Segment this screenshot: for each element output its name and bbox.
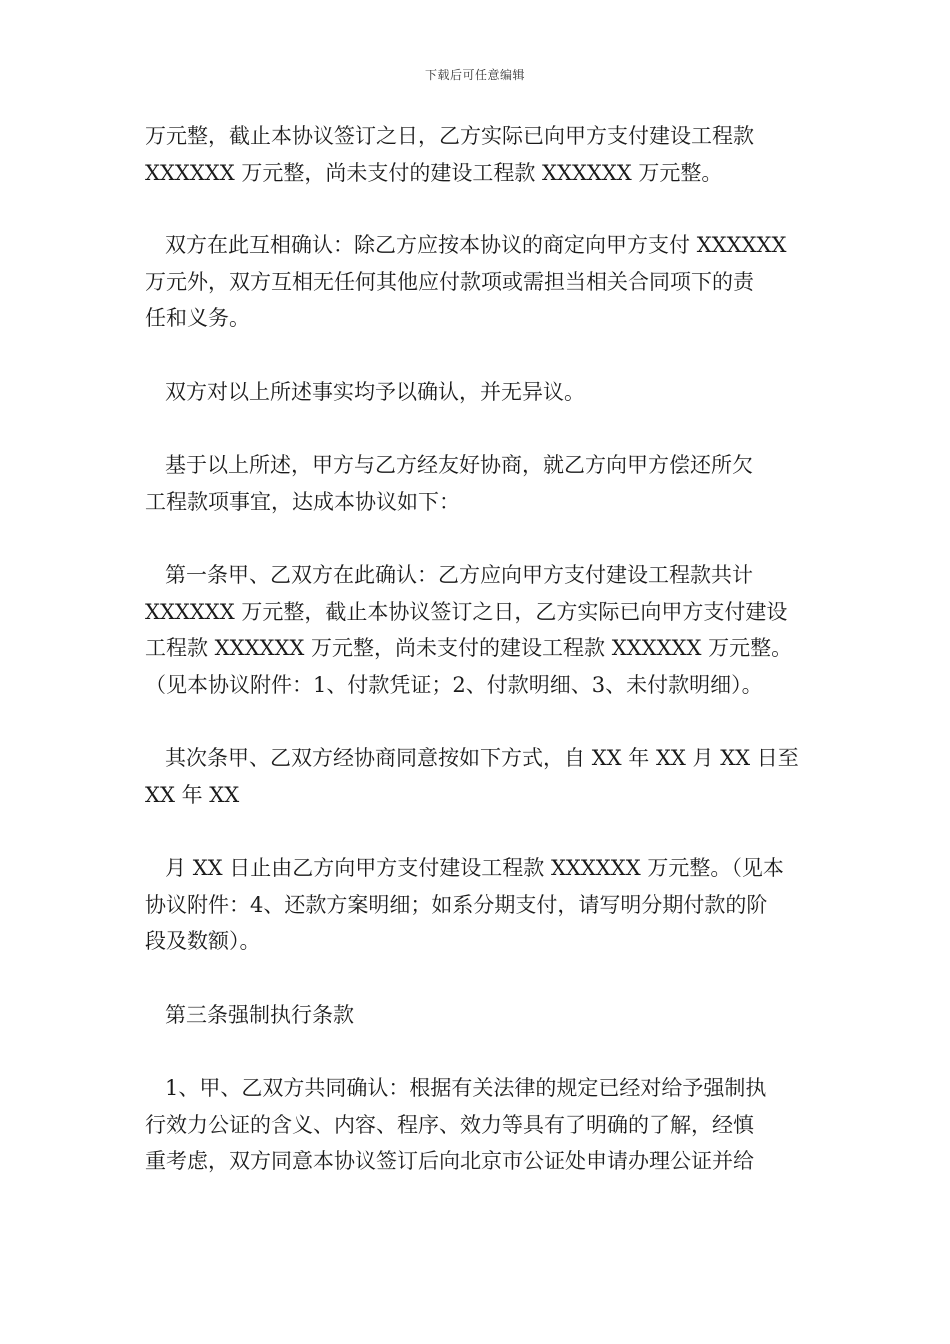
page-header: 下载后可任意编辑 bbox=[424, 68, 525, 82]
paragraph-7: 月 XX 日止由乙方向甲方支付建设工程款 XXXXXX 万元整。（见本 协议附件：4、还款方案明细；如系分期支付，请写明分期付款的阶 段及数额）。 bbox=[145, 856, 784, 953]
paragraph-9: 1、甲、乙双方共同确认：根据有关法律的规定已经对给予强制执 行效力公证的含义、内容、程序、效力等具有了明确的了解，经慎 重考虑，双方同意本协议签订后向北京市公证处申请办理公证并给 bbox=[145, 1076, 767, 1173]
paragraph-1: 万元整，截止本协议签订之日，乙方实际已向甲方支付建设工程款 XXXXXX 万元整，尚未支付的建设工程款 XXXXXX 万元整。 bbox=[145, 124, 754, 185]
paragraph-3: 双方对以上所述事实均予以确认，并无异议。 bbox=[145, 379, 586, 404]
document-body bbox=[145, 118, 810, 1180]
paragraph-5: 第一条甲、乙双方在此确认：乙方应向甲方支付建设工程款共计 XXXXXX 万元整，截止本协议签订之日，乙方实际已向甲方支付建设 工程款 XXXXXX 万元整，尚未支付的建设工程款 XXXXXX 万元整。 （见本协议附件：1、付款凭证；2、付款明细、3、未付款明细）。 bbox=[145, 563, 793, 697]
paragraph-8: 第三条强制执行条款 bbox=[145, 1002, 355, 1027]
paragraph-2: 双方在此互相确认：除乙方应按本协议的商定向甲方支付 XXXXXX 万元外，双方互相无任何其他应付款项或需担当相关合同项下的责 任和义务。 bbox=[145, 233, 787, 330]
paragraph-4: 基于以上所述，甲方与乙方经友好协商，就乙方向甲方偿还所欠 工程款项事宜，达成本协议如下： bbox=[145, 453, 754, 514]
paragraph-6: 其次条甲、乙双方经协商同意按如下方式，自 XX 年 XX 月 XX 日至 XX 年 XX bbox=[145, 746, 799, 807]
